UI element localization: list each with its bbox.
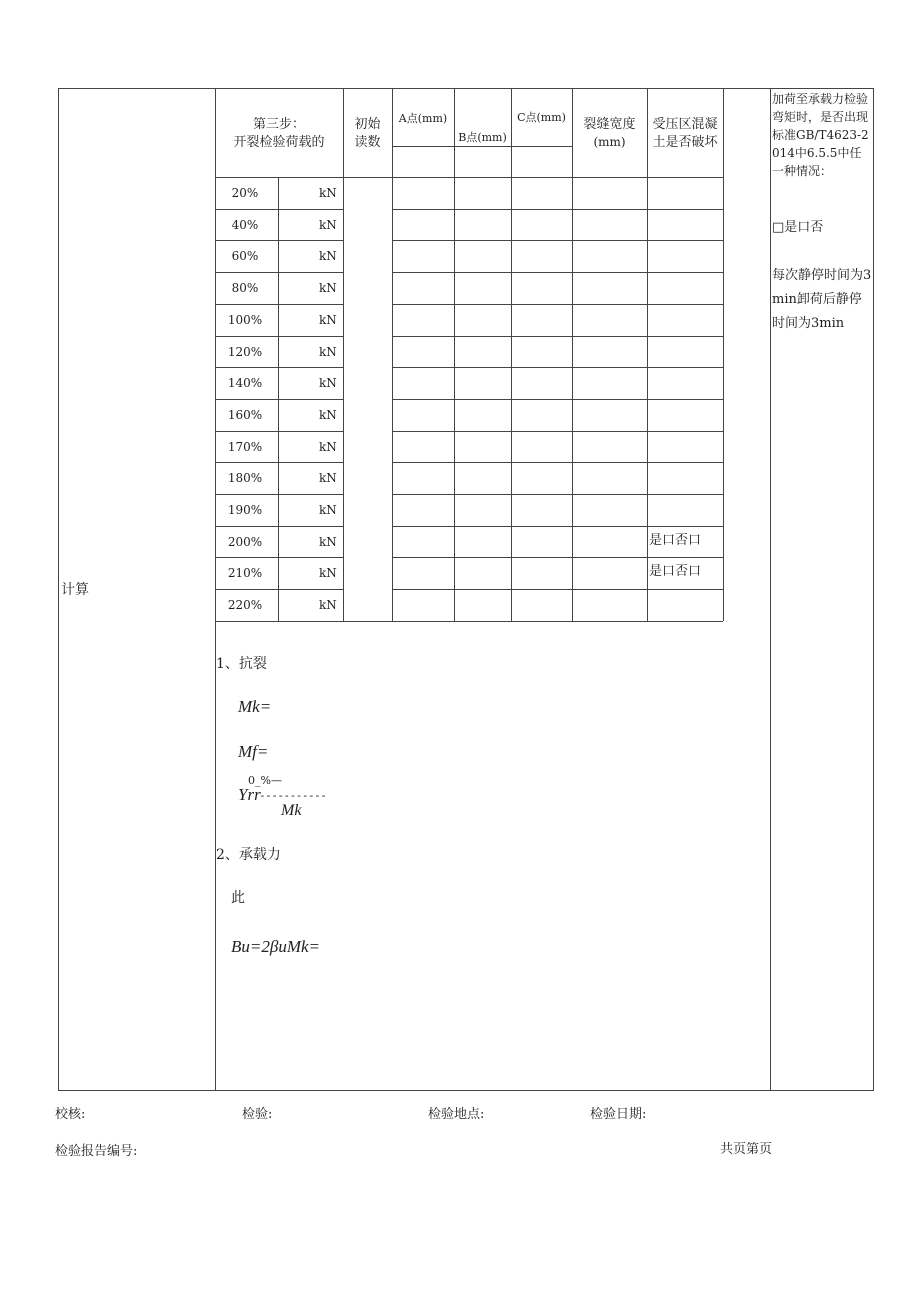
row-unit: kN: [319, 186, 337, 200]
row-unit: kN: [319, 598, 337, 612]
footer-inspector: 检验:: [242, 1107, 273, 1122]
row-concrete-checkbox: 是口否口: [649, 533, 702, 548]
row-load-percent: 210%: [227, 566, 263, 580]
table-col-line: [454, 88, 455, 621]
table-row-line: [215, 367, 343, 368]
row-unit: kN: [319, 408, 337, 422]
table-row-line: [392, 240, 723, 241]
row-load-percent: 190%: [227, 503, 263, 517]
table-row-line: [215, 431, 343, 432]
formula-mk: Mk=: [238, 697, 272, 716]
table-row-line: [392, 431, 723, 432]
row-load-percent: 160%: [227, 408, 263, 422]
row-load-percent: 180%: [227, 471, 263, 485]
row-load-percent: 40%: [231, 218, 259, 232]
row-load-percent: 120%: [227, 345, 263, 359]
formula-ci: 此: [231, 890, 245, 906]
step-header-line2: 开裂检验荷载的: [233, 135, 325, 150]
point-c-header: C点(mm): [517, 111, 566, 124]
table-row-line: [215, 272, 343, 273]
frame-left: [58, 88, 59, 1091]
row-load-percent: 220%: [227, 598, 263, 612]
footer-pages: 共页第页: [720, 1142, 773, 1157]
row-load-percent: 100%: [227, 313, 263, 327]
step-header-line1: 第三步：: [252, 117, 305, 132]
table-row-line: [392, 209, 723, 210]
side-note-rest-time: 每次静停时间为3min卸荷后静停时间为3min: [772, 268, 872, 331]
crack-width-header-line1: 裂缝宽度: [583, 117, 636, 132]
side-note-standard: 加荷至承载力检验弯矩时，是否出现标准GB/T4623-2014中6.5.5中任一种情况：: [772, 92, 869, 178]
item-bearing-capacity: 2、承载力: [216, 847, 281, 863]
row-unit: kN: [319, 503, 337, 517]
table-row-line: [215, 399, 343, 400]
row-unit: kN: [319, 471, 337, 485]
table-row-line: [392, 557, 723, 558]
item-crack-resistance: 1、抗裂: [216, 656, 267, 672]
table-row-line: [215, 209, 343, 210]
row-unit: kN: [319, 376, 337, 390]
row-load-percent: 170%: [227, 440, 263, 454]
footer-location: 检验地点:: [428, 1107, 485, 1122]
table-row-line: [392, 367, 723, 368]
table-col-line: [647, 88, 648, 621]
table-row-line: [215, 177, 343, 178]
table-row-line: [392, 336, 723, 337]
table-row-line: [215, 304, 343, 305]
formula-fraction-bar: -----------: [259, 789, 327, 802]
crack-width-header-line2: (mm): [593, 135, 626, 149]
point-b-header: B点(mm): [458, 131, 507, 144]
table-row-line: [392, 399, 723, 400]
table-col-line: [511, 88, 512, 621]
point-a-header: A点(mm): [398, 112, 448, 125]
frame-bottom: [58, 1090, 874, 1091]
table-row-line: [215, 589, 343, 590]
table-row-line: [215, 494, 343, 495]
table-col-line: [343, 88, 344, 621]
row-unit: kN: [319, 440, 337, 454]
concrete-header-line1: 受压区混凝: [652, 117, 718, 132]
table-row-line: [343, 177, 392, 178]
row-load-percent: 20%: [231, 186, 259, 200]
formula-fraction-top: 0_%—: [248, 774, 282, 787]
row-unit: kN: [319, 281, 337, 295]
row-concrete-checkbox: 是口否口: [649, 564, 702, 579]
table-row-line: [215, 557, 343, 558]
formula-gamma-lhs: Yrr: [238, 785, 261, 804]
table-row-line: [392, 177, 723, 178]
table-row-line: [392, 272, 723, 273]
table-row-line: [392, 589, 723, 590]
table-header-subline: [392, 146, 572, 147]
table-row-line: [215, 240, 343, 241]
row-unit: kN: [319, 313, 337, 327]
footer-reviewer: 校核:: [55, 1107, 86, 1122]
formula-fraction-bottom: Mk: [281, 802, 302, 819]
footer-report-number: 检验报告编号:: [55, 1144, 138, 1159]
table-row-line: [215, 526, 343, 527]
initial-reading-header-line1: 初始: [354, 117, 381, 132]
formula-mf: Mf=: [238, 742, 269, 761]
formula-bu: Bu=2βuMk=: [231, 937, 321, 956]
frame-top: [58, 88, 874, 89]
row-unit: kN: [319, 535, 337, 549]
row-load-percent: 80%: [231, 281, 259, 295]
table-row-line: [392, 494, 723, 495]
row-unit: kN: [319, 249, 337, 263]
row-unit: kN: [319, 566, 337, 580]
table-row-line: [215, 462, 343, 463]
footer-date: 检验日期:: [590, 1107, 647, 1122]
row-load-percent: 60%: [231, 249, 259, 263]
table-col-line: [723, 88, 724, 621]
table-row-line: [392, 526, 723, 527]
table-bottom-line: [215, 621, 723, 622]
table-row-line: [392, 462, 723, 463]
table-col-line: [572, 88, 573, 621]
row-unit: kN: [319, 218, 337, 232]
table-col-line: [392, 88, 393, 621]
initial-reading-header-line2: 读数: [354, 135, 381, 150]
frame-right: [873, 88, 874, 1091]
table-row-line: [392, 304, 723, 305]
row-load-percent: 200%: [227, 535, 263, 549]
row-unit: kN: [319, 345, 337, 359]
note-column-divider: [770, 88, 771, 1091]
side-note-checkbox: □是口否: [772, 220, 824, 235]
section-label: 计算: [61, 582, 89, 598]
row-load-percent: 140%: [227, 376, 263, 390]
concrete-header-line2: 土是否破坏: [652, 135, 718, 150]
table-row-line: [215, 336, 343, 337]
